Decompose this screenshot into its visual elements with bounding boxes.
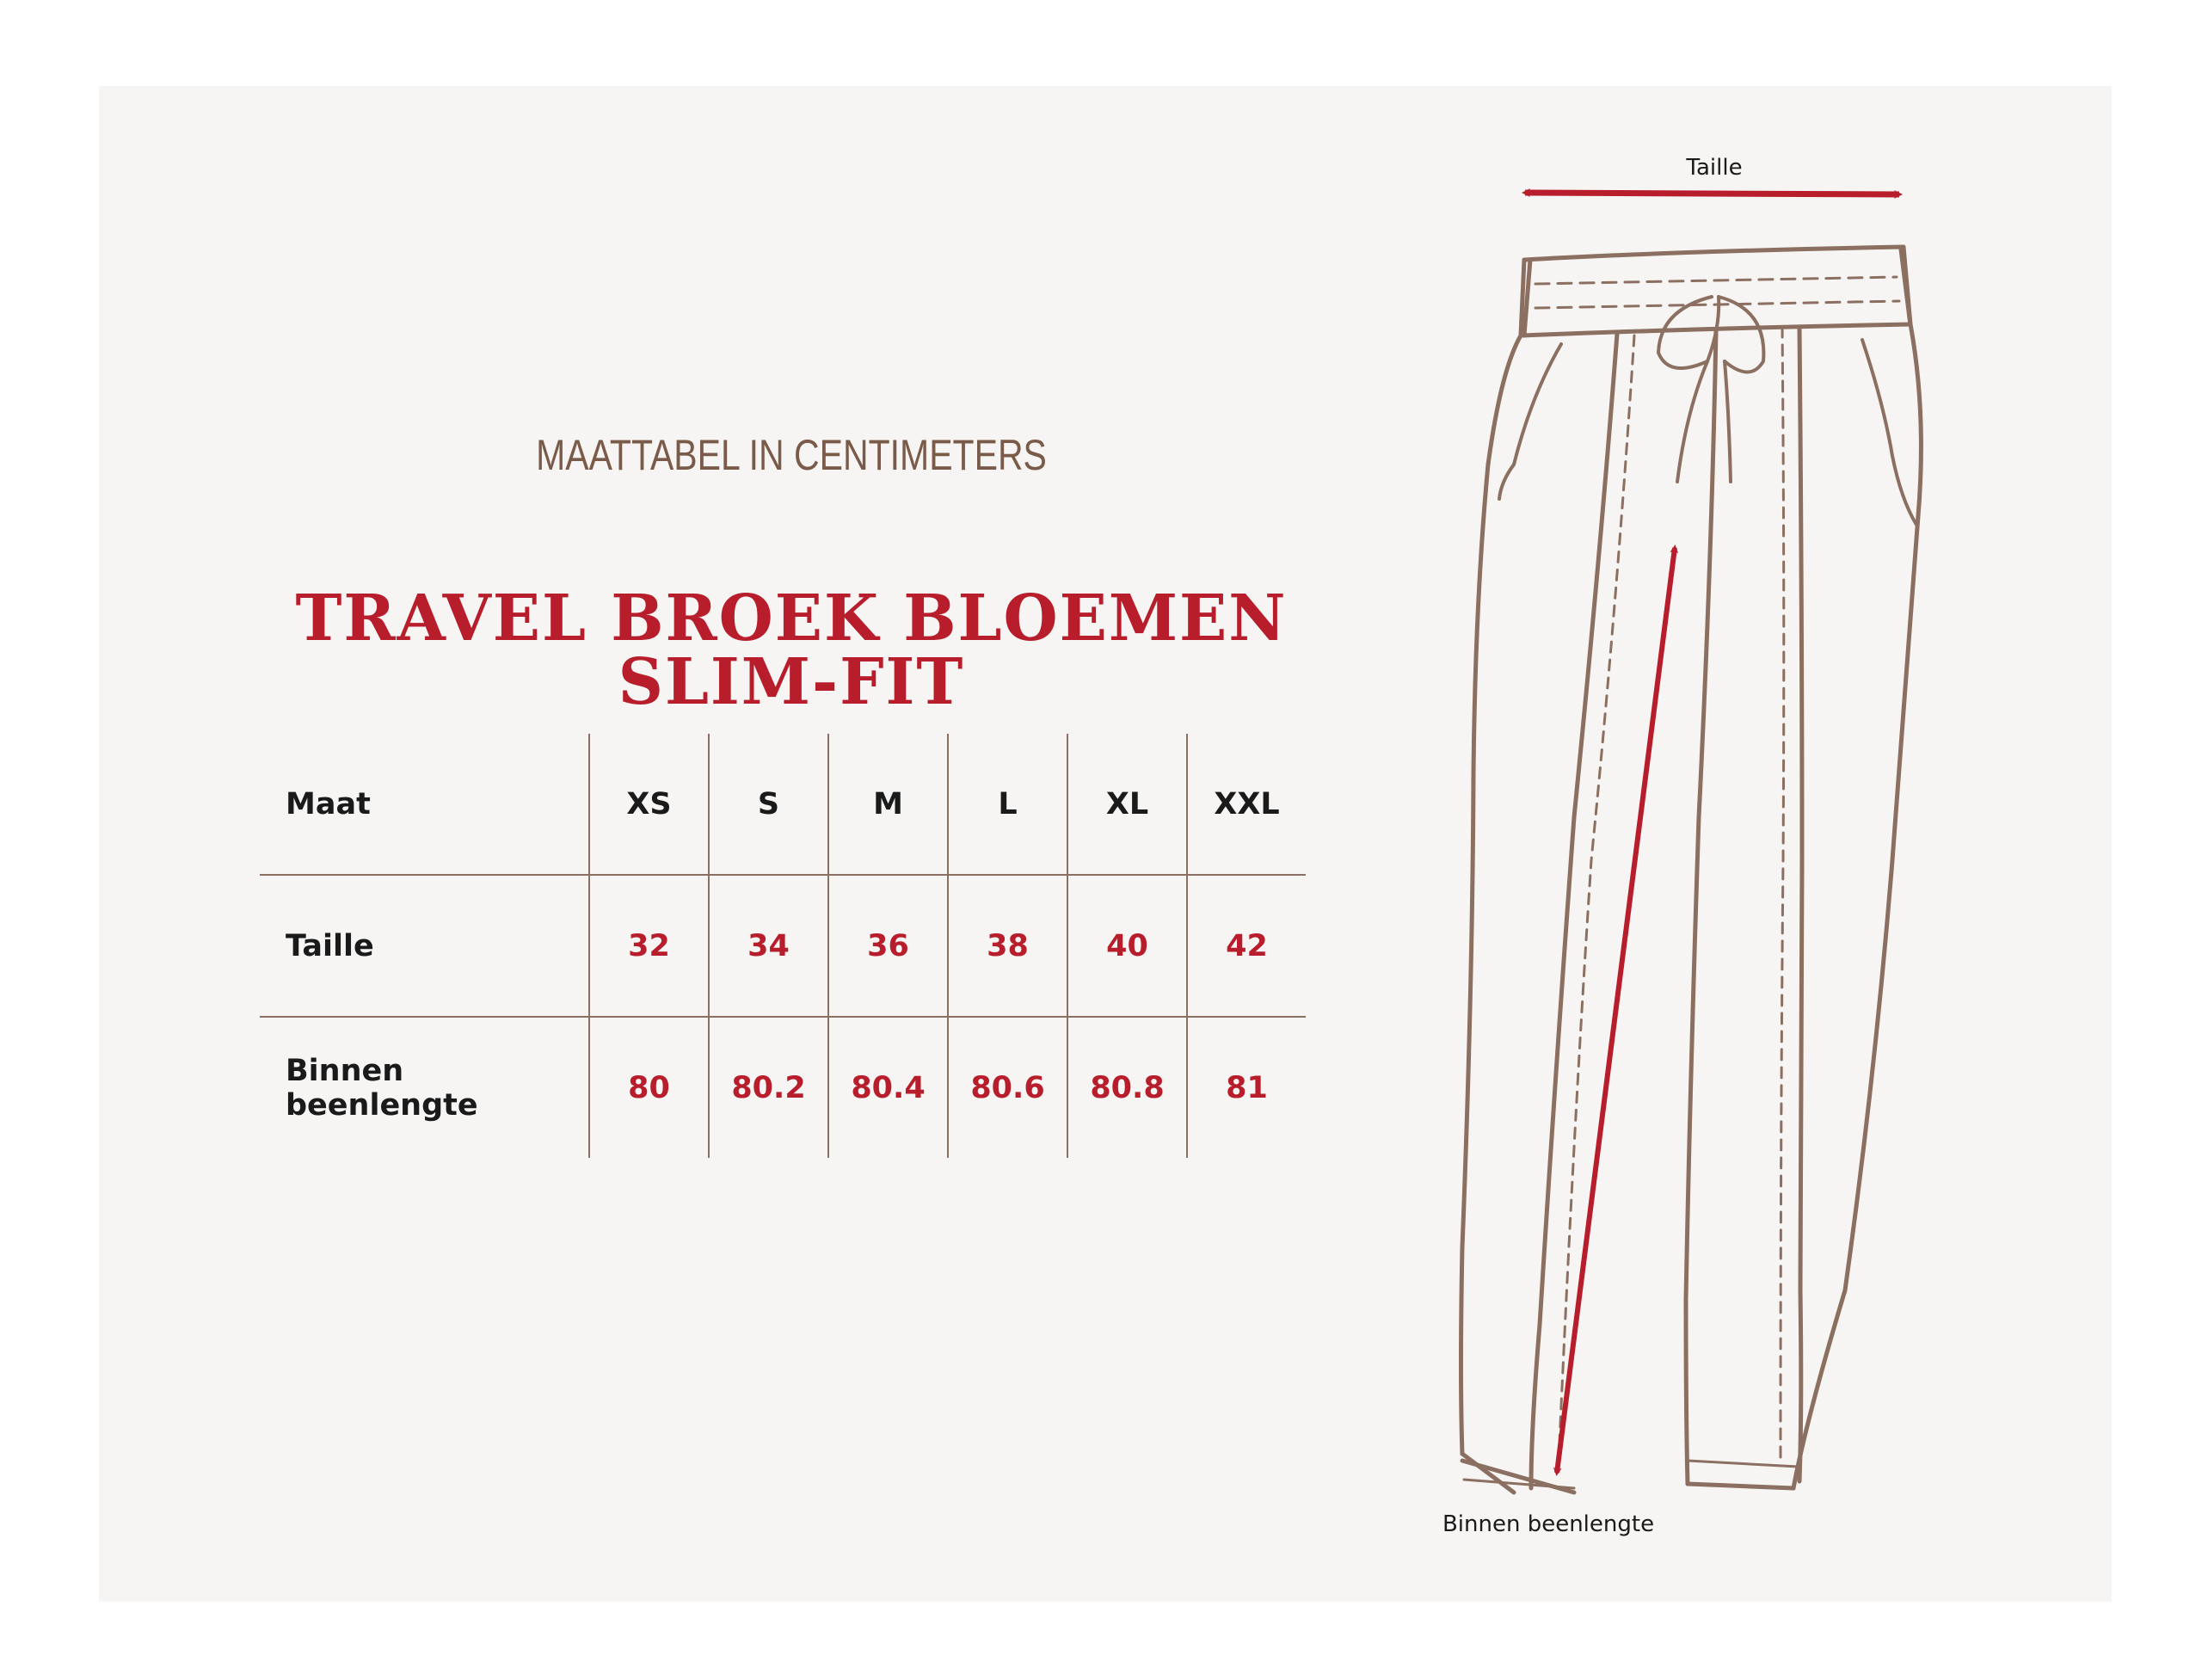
pants-sketch-icon xyxy=(1461,247,1922,1492)
inseam-m-value: 80.4 xyxy=(828,1017,948,1158)
row-label-taille: Taille xyxy=(260,875,589,1017)
header-label-maat: Maat xyxy=(286,786,371,822)
header-size-m: M xyxy=(828,734,948,875)
row-label-binnen-beenlengte: Binnen beenlengte xyxy=(260,1017,589,1158)
taille-l-value: 38 xyxy=(948,875,1067,1017)
waist-label: Taille xyxy=(1686,155,1743,181)
header-size-xxl: XXL xyxy=(1187,734,1306,875)
header-size-l: L xyxy=(948,734,1067,875)
inseam-xxl-value: 81 xyxy=(1187,1017,1306,1158)
taille-xs-value: 32 xyxy=(589,875,709,1017)
inseam-xs-value: 80 xyxy=(589,1017,709,1158)
waist-arrow-icon xyxy=(1525,193,1899,194)
taille-m-value: 36 xyxy=(828,875,948,1017)
inseam-label: Binnen beenlengte xyxy=(1442,1511,1655,1537)
inseam-xl-value: 80.8 xyxy=(1067,1017,1187,1158)
taille-xl-value: 40 xyxy=(1067,875,1187,1017)
header-size-xs: XS xyxy=(589,734,709,875)
inseam-l-value: 80.6 xyxy=(948,1017,1067,1158)
taille-s-value: 34 xyxy=(709,875,828,1017)
chart-subtitle: MAATTABEL IN CENTIMETERS xyxy=(536,431,1047,479)
inseam-arrow-icon xyxy=(1557,548,1675,1473)
header-size-s: S xyxy=(709,734,828,875)
header-size-xl: XL xyxy=(1067,734,1187,875)
product-title: TRAVEL BROEK BLOEMEN SLIM-FIT xyxy=(295,582,1288,719)
taille-xxl-value: 42 xyxy=(1187,875,1306,1017)
inseam-s-value: 80.2 xyxy=(709,1017,828,1158)
